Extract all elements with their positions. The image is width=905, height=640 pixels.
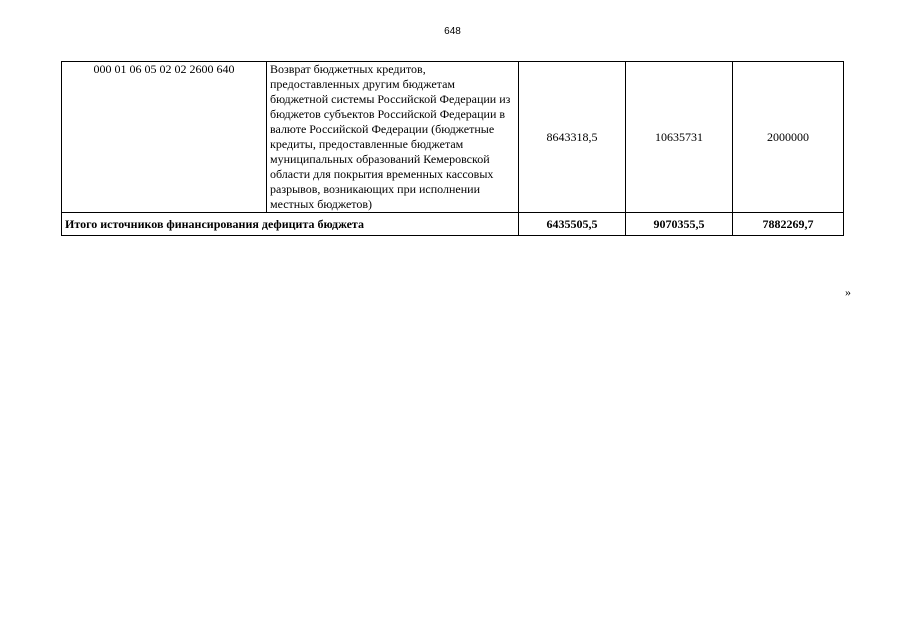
value-year-2: 10635731 [626,62,733,213]
row-description: Возврат бюджетных кредитов, предоставленных другим бюджетам бюджетной системы Российской Федерации из бюджетов субъектов Российской Федерации в валюте Российской Федерации (бюджетные кредиты, предоставленные бюджетам муниципальных образований Кемеровской области для покрытия временных кассовых разрывов, возникающих при исполнении местных бюджетов) [267,62,519,213]
closing-quote: » [845,285,851,299]
budget-table [61,61,844,236]
total-year-3: 7882269,7 [733,213,844,236]
value-year-3: 2000000 [733,62,844,213]
budget-code: 000 01 06 05 02 02 2600 640 [62,62,267,213]
value-year-1: 8643318,5 [519,62,626,213]
total-year-1: 6435505,5 [519,213,626,236]
total-label: Итого источников финансирования дефицита бюджета [62,213,519,236]
total-year-2: 9070355,5 [626,213,733,236]
page-number: 648 [444,26,461,37]
table-row [62,62,844,213]
total-row [62,213,844,236]
